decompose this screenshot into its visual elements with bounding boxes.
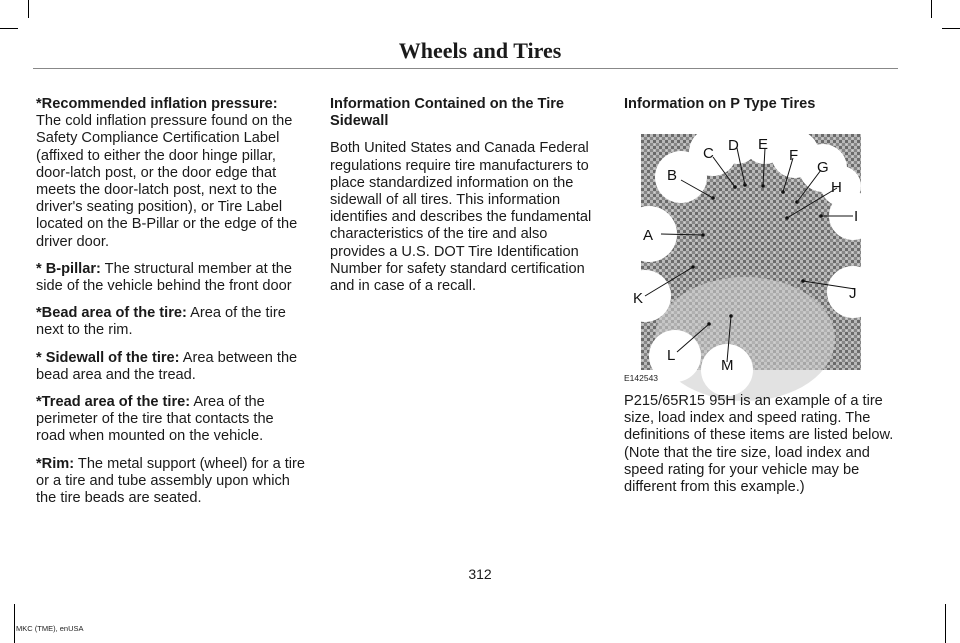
crop-mark [931, 0, 932, 18]
callout-label: B [667, 167, 678, 184]
crop-mark [14, 604, 15, 643]
crop-mark [945, 604, 946, 643]
definitions-column [36, 96, 306, 517]
definition-entry: *Tread area of the tire: Area of the perimeter of the tire that contacts the road when mounted on the vehicle. [36, 394, 274, 445]
section-heading: Information on P Type Tires [624, 96, 816, 112]
section-body: Both United States and Canada Federal regulations require tire manufacturers to place standardized information on the sidewall of all tires. This information identifies and describes the fundamental characteristics of the tire and also provides a U.S. DOT Tire Identification Number for safety standard certification and in case of a recall. [330, 140, 592, 295]
callout-label: K [633, 290, 644, 307]
callout-label: E [758, 136, 769, 153]
definition-entry: * B-pillar: The structural member at the side of the vehicle behind the front door [36, 260, 293, 295]
page-number: 312 [468, 566, 492, 582]
section-heading: Information Contained on the Tire Sidewall [330, 96, 565, 130]
callout-label: A [643, 227, 654, 244]
definition-entry: *Bead area of the tire: Area of the tire next to the rim. [36, 305, 286, 339]
header-rule [33, 68, 898, 69]
callout-label: D [728, 137, 739, 154]
definition-entry: *Recommended inflation pressure: The cold inflation pressure found on the Safety Compliance Certification Label (affixed to either the door hinge pillar, door-latch post, or the door edge that meets the door-latch post, next to the driver's seating position), or Tire Label located on the B-Pillar or the edge of the driver door. [36, 96, 298, 250]
callout-label: L [667, 347, 676, 364]
crop-mark [942, 28, 960, 29]
callout-label: I [854, 208, 859, 225]
callout-label: G [817, 159, 829, 176]
crop-mark [28, 0, 29, 18]
definition-entry: * Sidewall of the tire: Area between the bead area and the tread. [36, 349, 298, 383]
callout-label: H [831, 179, 842, 196]
sidewall-info-column [330, 96, 602, 305]
callout-label: J [849, 285, 857, 302]
crop-mark [0, 28, 18, 29]
p-type-column [624, 96, 896, 123]
figure-code: E142543 [624, 373, 659, 383]
callout-label: F [789, 147, 799, 164]
callout-label: C [703, 145, 714, 162]
footer-text: MKC (TME), enUSA [16, 624, 84, 633]
figure-description: P215/65R15 95H is an example of a tire size, load index and speed rating. The definitions of these items are listed below. (Note that the tire size, load index and speed rating for your vehicle may be different from this example.) [624, 393, 894, 496]
page-header-title: Wheels and Tires [398, 38, 562, 63]
definition-entry: *Rim: The metal support (wheel) for a tire or a tire and tube assembly upon which the tire beads are seated. [36, 455, 306, 507]
callout-label: M [721, 357, 734, 374]
tire-sidewall-figure [633, 134, 861, 374]
